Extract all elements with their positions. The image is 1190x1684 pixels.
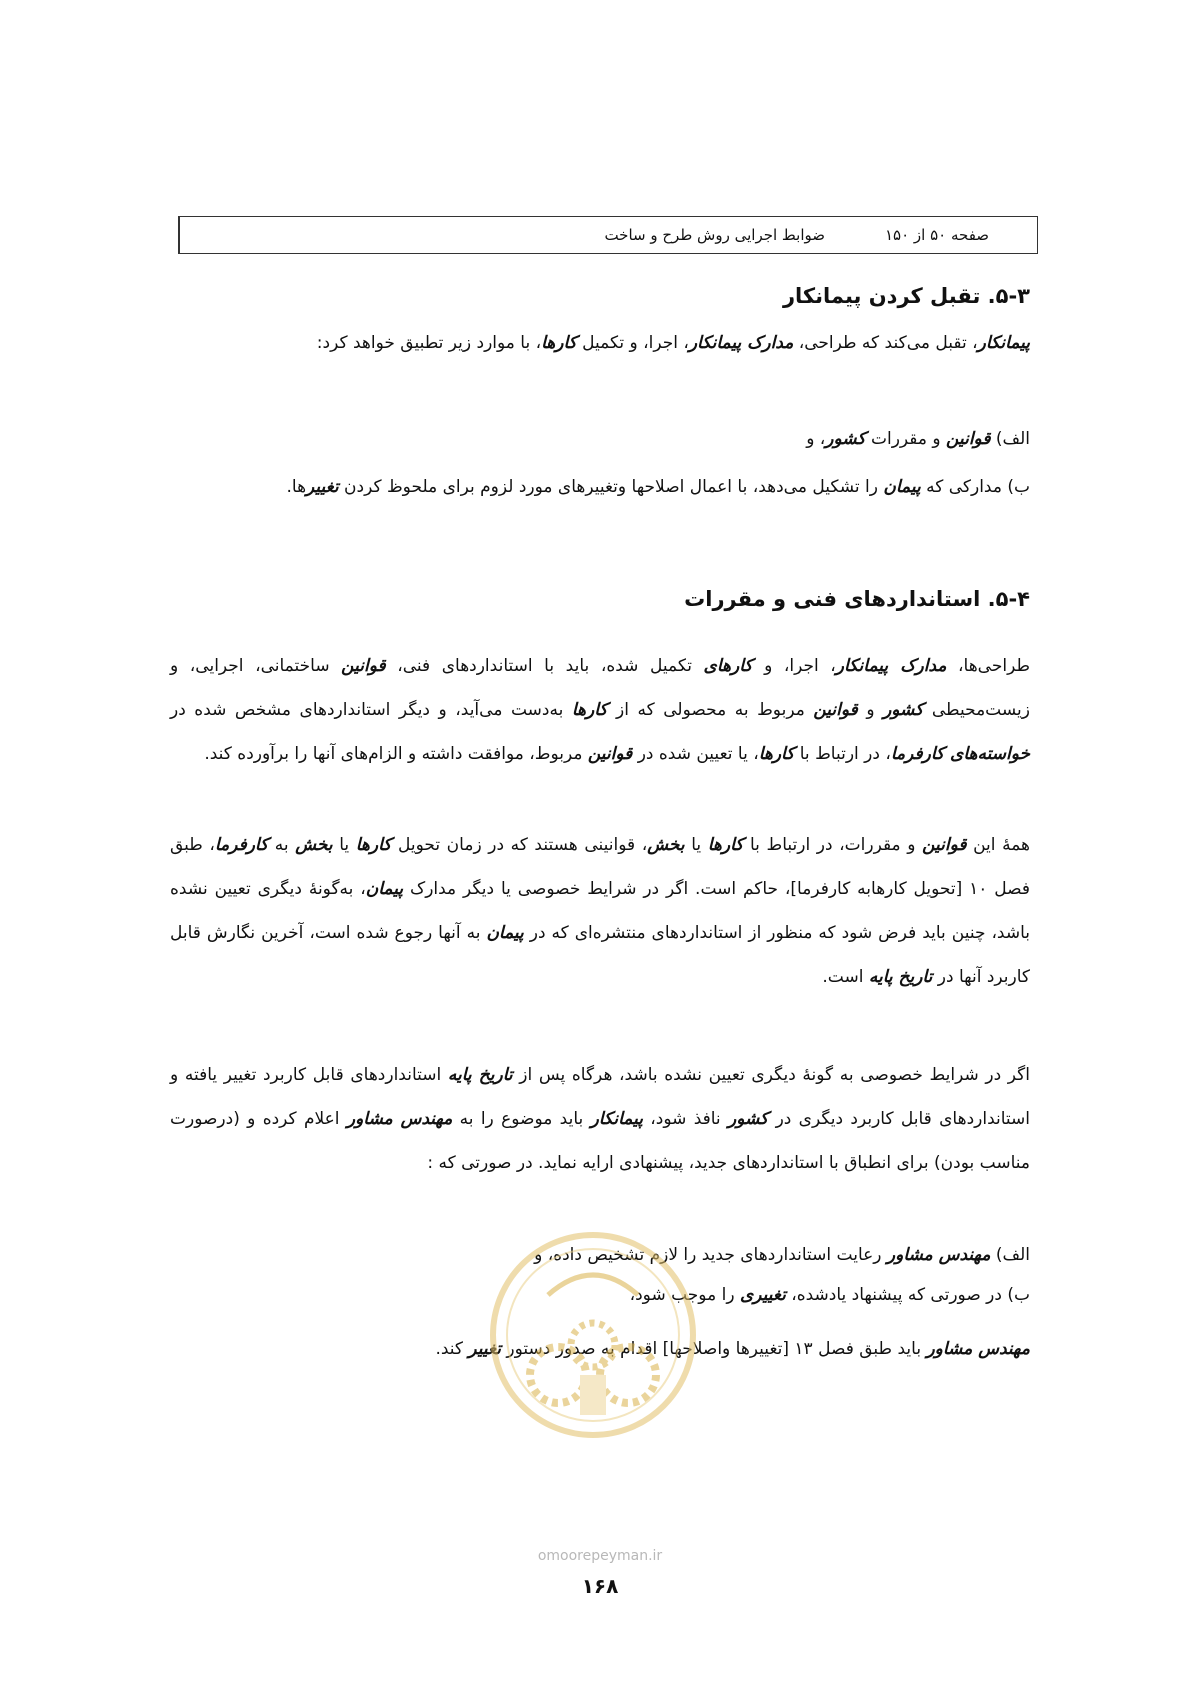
defined-term: تغییر	[306, 477, 339, 497]
text-run: ، اجرا، و	[752, 656, 836, 676]
section-5-3-list	[170, 422, 1030, 504]
text-run: ، و	[806, 429, 826, 449]
defined-term: پیمان	[883, 477, 921, 497]
text-run: مربوط به محصولی که از	[607, 700, 814, 720]
defined-term: کشور	[727, 1109, 769, 1129]
text-run: اعلام کرده و (درصورت مناسب بودن) برای انطباق با استانداردهای جدید، پیشنهادی ارایه نماید. در صورتی که :	[170, 1109, 1030, 1173]
text-run: یا	[332, 835, 356, 855]
text-run: به آنها رجوع شده است، آخرین نگارش قابل کاربرد آنها در	[170, 923, 1030, 987]
defined-term: مهندس مشاور	[346, 1109, 453, 1129]
text-run: طراحی‌ها،	[946, 656, 1030, 676]
text-run: کند.	[435, 1339, 469, 1359]
text-run: ، اجرا، و تکمیل	[576, 333, 689, 353]
defined-term: کارفرما	[214, 835, 269, 855]
section-5-4-closing	[170, 1332, 1030, 1366]
text-run: تکمیل شده، باید با استانداردهای فنی،	[385, 656, 704, 676]
page-number: ۱۶۸	[581, 1574, 619, 1598]
text-run: ب) مدارکی که	[920, 477, 1030, 497]
text-run: ب) در صورتی که پیشنهاد یادشده،	[785, 1285, 1030, 1305]
text-run: به‌دست می‌آید، و دیگر استانداردهای مشخص شده در	[170, 700, 572, 720]
text-run: باید موضوع را به	[452, 1109, 591, 1129]
text-run: ، به‌گونهٔ دیگری تعیین نشده باشد، چنین باید فرض شود که منظور از استانداردهای منتشره‌ای که در	[170, 879, 1031, 943]
defined-term: خواسته‌های کارفرما	[890, 744, 1030, 764]
section-heading-5-3: ۵-۳. تقبل کردن پیمانکار	[782, 284, 1030, 308]
defined-term: قوانین	[813, 700, 858, 720]
defined-term: کشور	[883, 700, 924, 720]
defined-term: تاریخ پایه	[447, 1065, 513, 1085]
section-5-4-para-1	[170, 644, 1030, 776]
text-run: ها.	[286, 477, 307, 497]
text-run: استانداردهای قابل کاربرد تغییر یافته و استانداردهای قابل کاربرد دیگری در	[170, 1065, 1030, 1129]
defined-term: بخش	[295, 835, 333, 855]
page-header	[178, 216, 1038, 254]
defined-term: بخش	[647, 835, 685, 855]
text-run: به	[268, 835, 296, 855]
text-run: ، طبق فصل ۱۰ [تحویل کارهابه کارفرما]، حاکم است. اگر در شرایط خصوصی یا دیگر مدارک	[170, 835, 1030, 899]
defined-term: پیمان	[365, 879, 404, 899]
section-5-4-sublist	[320, 1238, 1030, 1318]
paragraph-text	[170, 1332, 1030, 1366]
defined-term: قوانین	[341, 656, 386, 676]
section-5-3-intro	[170, 326, 1030, 360]
defined-term: کارها	[355, 835, 392, 855]
text-run: ، یا تعیین شده در	[632, 744, 759, 764]
text-run: همهٔ این	[966, 835, 1030, 855]
defined-term: پیمانکار	[590, 1109, 643, 1129]
header-document-title: ضوابط اجرایی روش طرح و ساخت	[179, 217, 837, 253]
text-run: را تشکیل می‌دهد، با اعمال اصلاحها وتغییرهای مورد لزوم برای ملحوظ کردن	[338, 477, 884, 497]
defined-term: مهندس مشاور	[886, 1245, 991, 1265]
sublist-item-a	[320, 1238, 1030, 1272]
text-run: را موجب شود،	[629, 1285, 740, 1305]
defined-term: کارها	[571, 700, 608, 720]
text-run: الف)	[990, 1245, 1030, 1265]
text-run: ، با موارد زیر تطبیق خواهد کرد:	[316, 333, 542, 353]
text-run: ، قوانینی هستند که در زمان تحویل	[391, 835, 648, 855]
defined-term: قوانین	[946, 429, 991, 449]
defined-term: کارها	[707, 835, 744, 855]
defined-term: کارها	[758, 744, 795, 764]
defined-term: تغییر	[468, 1339, 501, 1359]
text-run: رعایت استانداردهای جدید را لازم تشخیص داده، و	[534, 1245, 887, 1265]
defined-term: کارها	[541, 333, 577, 353]
defined-term: تغییری	[739, 1285, 786, 1305]
text-run: یا	[684, 835, 708, 855]
list-item-a	[170, 422, 1030, 456]
defined-term: کارهای	[703, 656, 753, 676]
defined-term: قوانین	[922, 835, 967, 855]
text-run: و مقررات، در ارتباط با	[743, 835, 923, 855]
text-run: باید طبق فصل ۱۳ [تغییرها واصلاحها] اقدام به صدور دستور	[500, 1339, 927, 1359]
text-run: ساختمانی، اجرایی، و زیست‌محیطی	[170, 656, 1030, 720]
defined-term: پیمانکار	[977, 333, 1030, 353]
text-run: مربوط، موافقت داشته و الزام‌های آنها را برآورده کند.	[204, 744, 588, 764]
paragraph-text	[170, 1053, 1030, 1185]
defined-term: تاریخ پایه	[868, 967, 933, 987]
section-5-3-body	[170, 326, 1030, 360]
text-run: و مقررات	[865, 429, 947, 449]
defined-term: قوانین	[587, 744, 633, 764]
text-run: ، در ارتباط با	[794, 744, 891, 764]
sublist-item-b	[320, 1278, 1030, 1312]
text-run: است.	[822, 967, 869, 987]
defined-term: مدارک پیمانکار	[688, 333, 794, 353]
defined-term: مدارک پیمانکار	[835, 656, 947, 676]
paragraph-text	[170, 823, 1030, 999]
header-page-label: صفحه ۵۰ از ۱۵۰	[884, 226, 990, 244]
list-item-b	[170, 470, 1030, 504]
text-run: و	[857, 700, 884, 720]
text-run: الف)	[990, 429, 1030, 449]
watermark-url: omoorepeyman.ir	[537, 1548, 663, 1564]
paragraph-text	[170, 644, 1030, 776]
defined-term: کشور	[825, 429, 866, 449]
text-run: ، تقبل می‌کند که طراحی،	[793, 333, 978, 353]
defined-term: مهندس مشاور	[926, 1339, 1030, 1359]
section-5-4-para-3	[170, 1053, 1030, 1185]
text-run: نافذ شود،	[642, 1109, 728, 1129]
text-run: اگر در شرایط خصوصی به گونهٔ دیگری تعیین نشده باشد، هرگاه پس از	[512, 1065, 1031, 1085]
section-heading-5-4: ۵-۴. استانداردهای فنی و مقررات	[684, 587, 1030, 611]
defined-term: پیمان	[486, 923, 524, 943]
section-5-4-para-2	[170, 823, 1030, 999]
